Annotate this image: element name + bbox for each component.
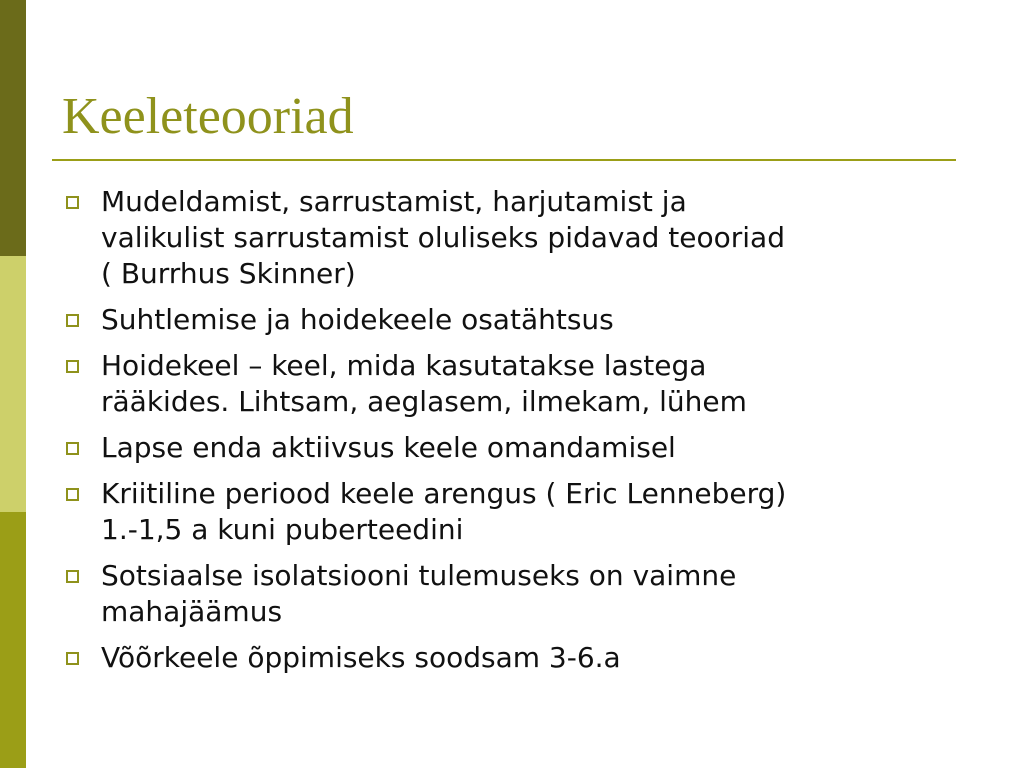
hollow-square-bullet-icon	[66, 442, 79, 455]
hollow-square-bullet-icon	[66, 196, 79, 209]
bullet-text: Kriitiline periood keele arengus ( Eric Lenneberg) 1.-1,5 a kuni puberteedini	[101, 477, 787, 546]
hollow-square-bullet-icon	[66, 488, 79, 501]
side-bar-bottom	[0, 512, 26, 768]
bullet-item	[66, 184, 966, 292]
bullet-text: Mudeldamist, sarrustamist, harjutamist ja valikulist sarrustamist oluliseks pidavad teooriad ( Burrhus Skinner)	[101, 185, 785, 290]
bullet-text: Võõrkeele õppimiseks soodsam 3-6.a	[101, 641, 621, 674]
side-bar-middle	[0, 256, 26, 512]
title-underline	[52, 159, 956, 161]
bullet-text: Suhtlemise ja hoidekeele osatähtsus	[101, 303, 614, 336]
bullet-item	[66, 640, 966, 676]
hollow-square-bullet-icon	[66, 314, 79, 327]
bullet-item	[66, 558, 966, 630]
bullet-list	[66, 184, 966, 686]
side-bar-top	[0, 0, 26, 256]
bullet-text: Hoidekeel – keel, mida kasutatakse lastega rääkides. Lihtsam, aeglasem, ilmekam, lühem	[101, 349, 747, 418]
bullet-item	[66, 302, 966, 338]
bullet-item	[66, 430, 966, 466]
bullet-item	[66, 476, 966, 548]
hollow-square-bullet-icon	[66, 652, 79, 665]
hollow-square-bullet-icon	[66, 360, 79, 373]
slide-title: Keeleteooriad	[62, 88, 354, 145]
hollow-square-bullet-icon	[66, 570, 79, 583]
bullet-text: Sotsiaalse isolatsiooni tulemuseks on vaimne mahajäämus	[101, 559, 737, 628]
bullet-item	[66, 348, 966, 420]
bullet-text: Lapse enda aktiivsus keele omandamisel	[101, 431, 676, 464]
